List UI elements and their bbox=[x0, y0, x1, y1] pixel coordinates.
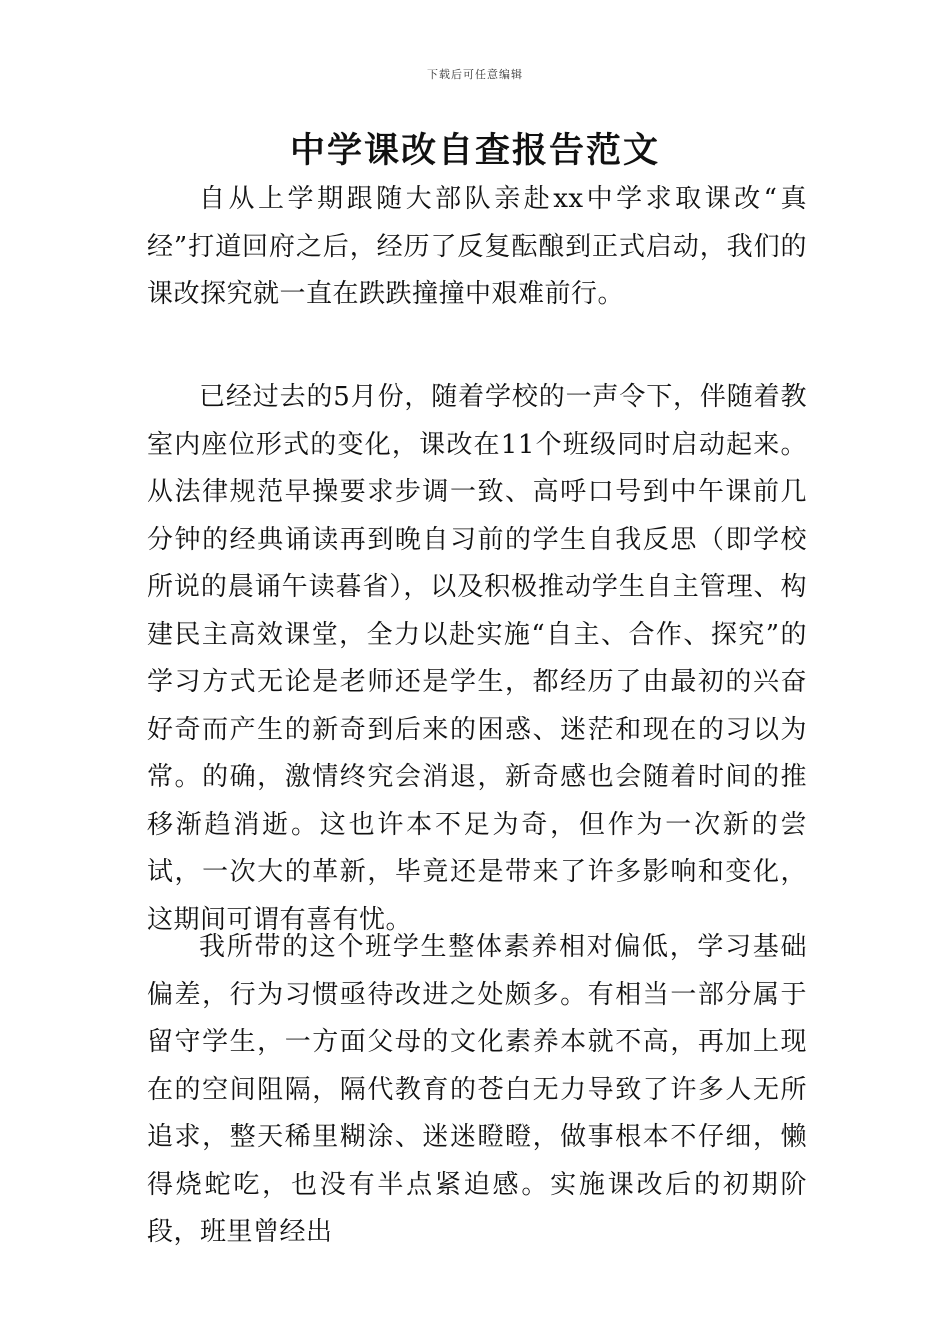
paragraph-3: 我所带的这个班学生整体素养相对偏低，学习基础偏差，行为习惯亟待改进之处颇多。有相当一部分属于留守学生，一方面父母的文化素养本就不高，再加上现在的空间阻隔，隔代教育的苍白无力导致了许多人无所追求，整天稀里糊涂、迷迷瞪瞪，做事根本不仔细，懒得烧蛇吃，也没有半点紧迫感。实施课改后的初期阶段，班里曾经出 bbox=[147, 932, 807, 1247]
document-title: 中学课改自查报告范文 bbox=[289, 131, 660, 171]
download-note: 下载后可任意编辑 bbox=[427, 68, 523, 81]
paragraph-1: 自从上学期跟随大部队亲赴xx中学求取课改“真经”打道回府之后，经历了反复酝酿到正式启动，我们的课改探究就一直在跌跌撞撞中艰难前行。 bbox=[147, 184, 807, 309]
paragraph-2: 已经过去的5月份，随着学校的一声令下，伴随着教室内座位形式的变化，课改在11个班级同时启动起来。从法律规范早操要求步调一致、高呼口号到中午课前几分钟的经典诵读再到晚自习前的学生自我反思（即学校所说的晨诵午读暮省），以及积极推动学生自主管理、构建民主高效课堂，全力以赴实施“自主、合作、探究”的学习方式无论是老师还是学生，都经历了由最初的兴奋好奇而产生的新奇到后来的困惑、迷茫和现在的习以为常。的确，激情终究会消退，新奇感也会随着时间的推移渐趋消逝。这也许本不足为奇，但作为一次新的尝试，一次大的革新，毕竟还是带来了许多影响和变化，这期间可谓有喜有忧。 bbox=[147, 382, 807, 935]
